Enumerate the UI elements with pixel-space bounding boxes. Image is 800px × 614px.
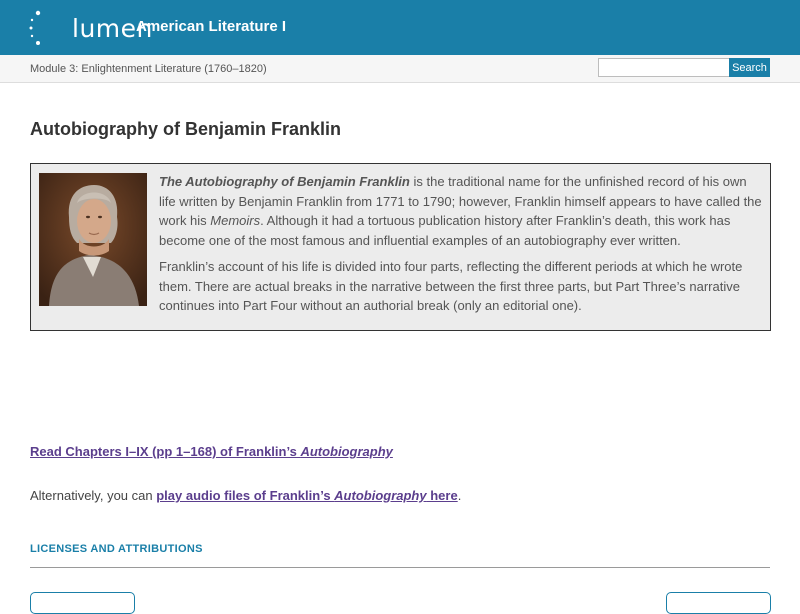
breadcrumb[interactable]: Module 3: Enlightenment Literature (1760–1820)	[30, 63, 267, 75]
top-header-bar	[0, 0, 800, 55]
lumen-dots-logo-icon	[28, 8, 48, 48]
memoirs-text: Memoirs	[210, 213, 261, 229]
lumen-logo[interactable]	[28, 8, 153, 48]
intro-paragraph-1	[159, 172, 763, 251]
course-title[interactable]: American Literature I	[136, 18, 287, 35]
read-chapters-link-line	[30, 444, 393, 459]
play-audio-link[interactable]	[156, 488, 457, 503]
logo-text: lumen	[72, 14, 153, 43]
audio-link-text: play audio files of Franklin’s	[156, 488, 335, 503]
intro-paragraph-2: Franklin’s account of his life is divided into four parts, reflecting the different periods at which he wrote them. There are actual breaks in the narrative between the first three parts, but Part Three’s narrative continues into Part Four without an authorial break (only an editorial one).	[159, 258, 743, 314]
benjamin-franklin-portrait	[39, 173, 147, 306]
read-chapters-link-text: Read Chapters I–IX (pp 1–168) of Franklin’s	[30, 444, 301, 459]
audio-link-here: here	[426, 488, 458, 503]
next-page-button[interactable]	[666, 592, 771, 614]
intro-text	[159, 172, 763, 322]
page-title: Autobiography of Benjamin Franklin	[30, 119, 342, 139]
alternative-audio-line	[30, 488, 461, 503]
read-chapters-link-italic: Autobiography	[300, 444, 393, 459]
search-button[interactable]: Search	[729, 58, 770, 77]
previous-page-button[interactable]	[30, 592, 135, 614]
read-chapters-link[interactable]	[30, 444, 393, 459]
audio-link-italic: Autobiography	[334, 488, 427, 503]
intro-text-part-b: . Although it had a tortuous publication history after Franklin’s death, this work has become one of the most famous and influential examples of an autobiography ever written.	[159, 213, 731, 249]
autobiography-title-text: The Autobiography of Benjamin Franklin	[159, 174, 410, 189]
alt-suffix-text: .	[457, 488, 462, 503]
sub-header-bar	[0, 55, 800, 83]
intro-info-box	[30, 163, 771, 331]
licenses-attributions-toggle[interactable]: LICENSES AND ATTRIBUTIONS	[30, 543, 203, 555]
divider	[30, 567, 770, 568]
search-input[interactable]	[598, 58, 730, 77]
intro-text-part-a: is the traditional name for the unfinished record of his own life written by Benjamin Franklin from 1771 to 1790; however, Franklin himself appears to have called the work his	[159, 174, 762, 229]
alt-prefix-text: Alternatively, you can	[30, 488, 157, 503]
